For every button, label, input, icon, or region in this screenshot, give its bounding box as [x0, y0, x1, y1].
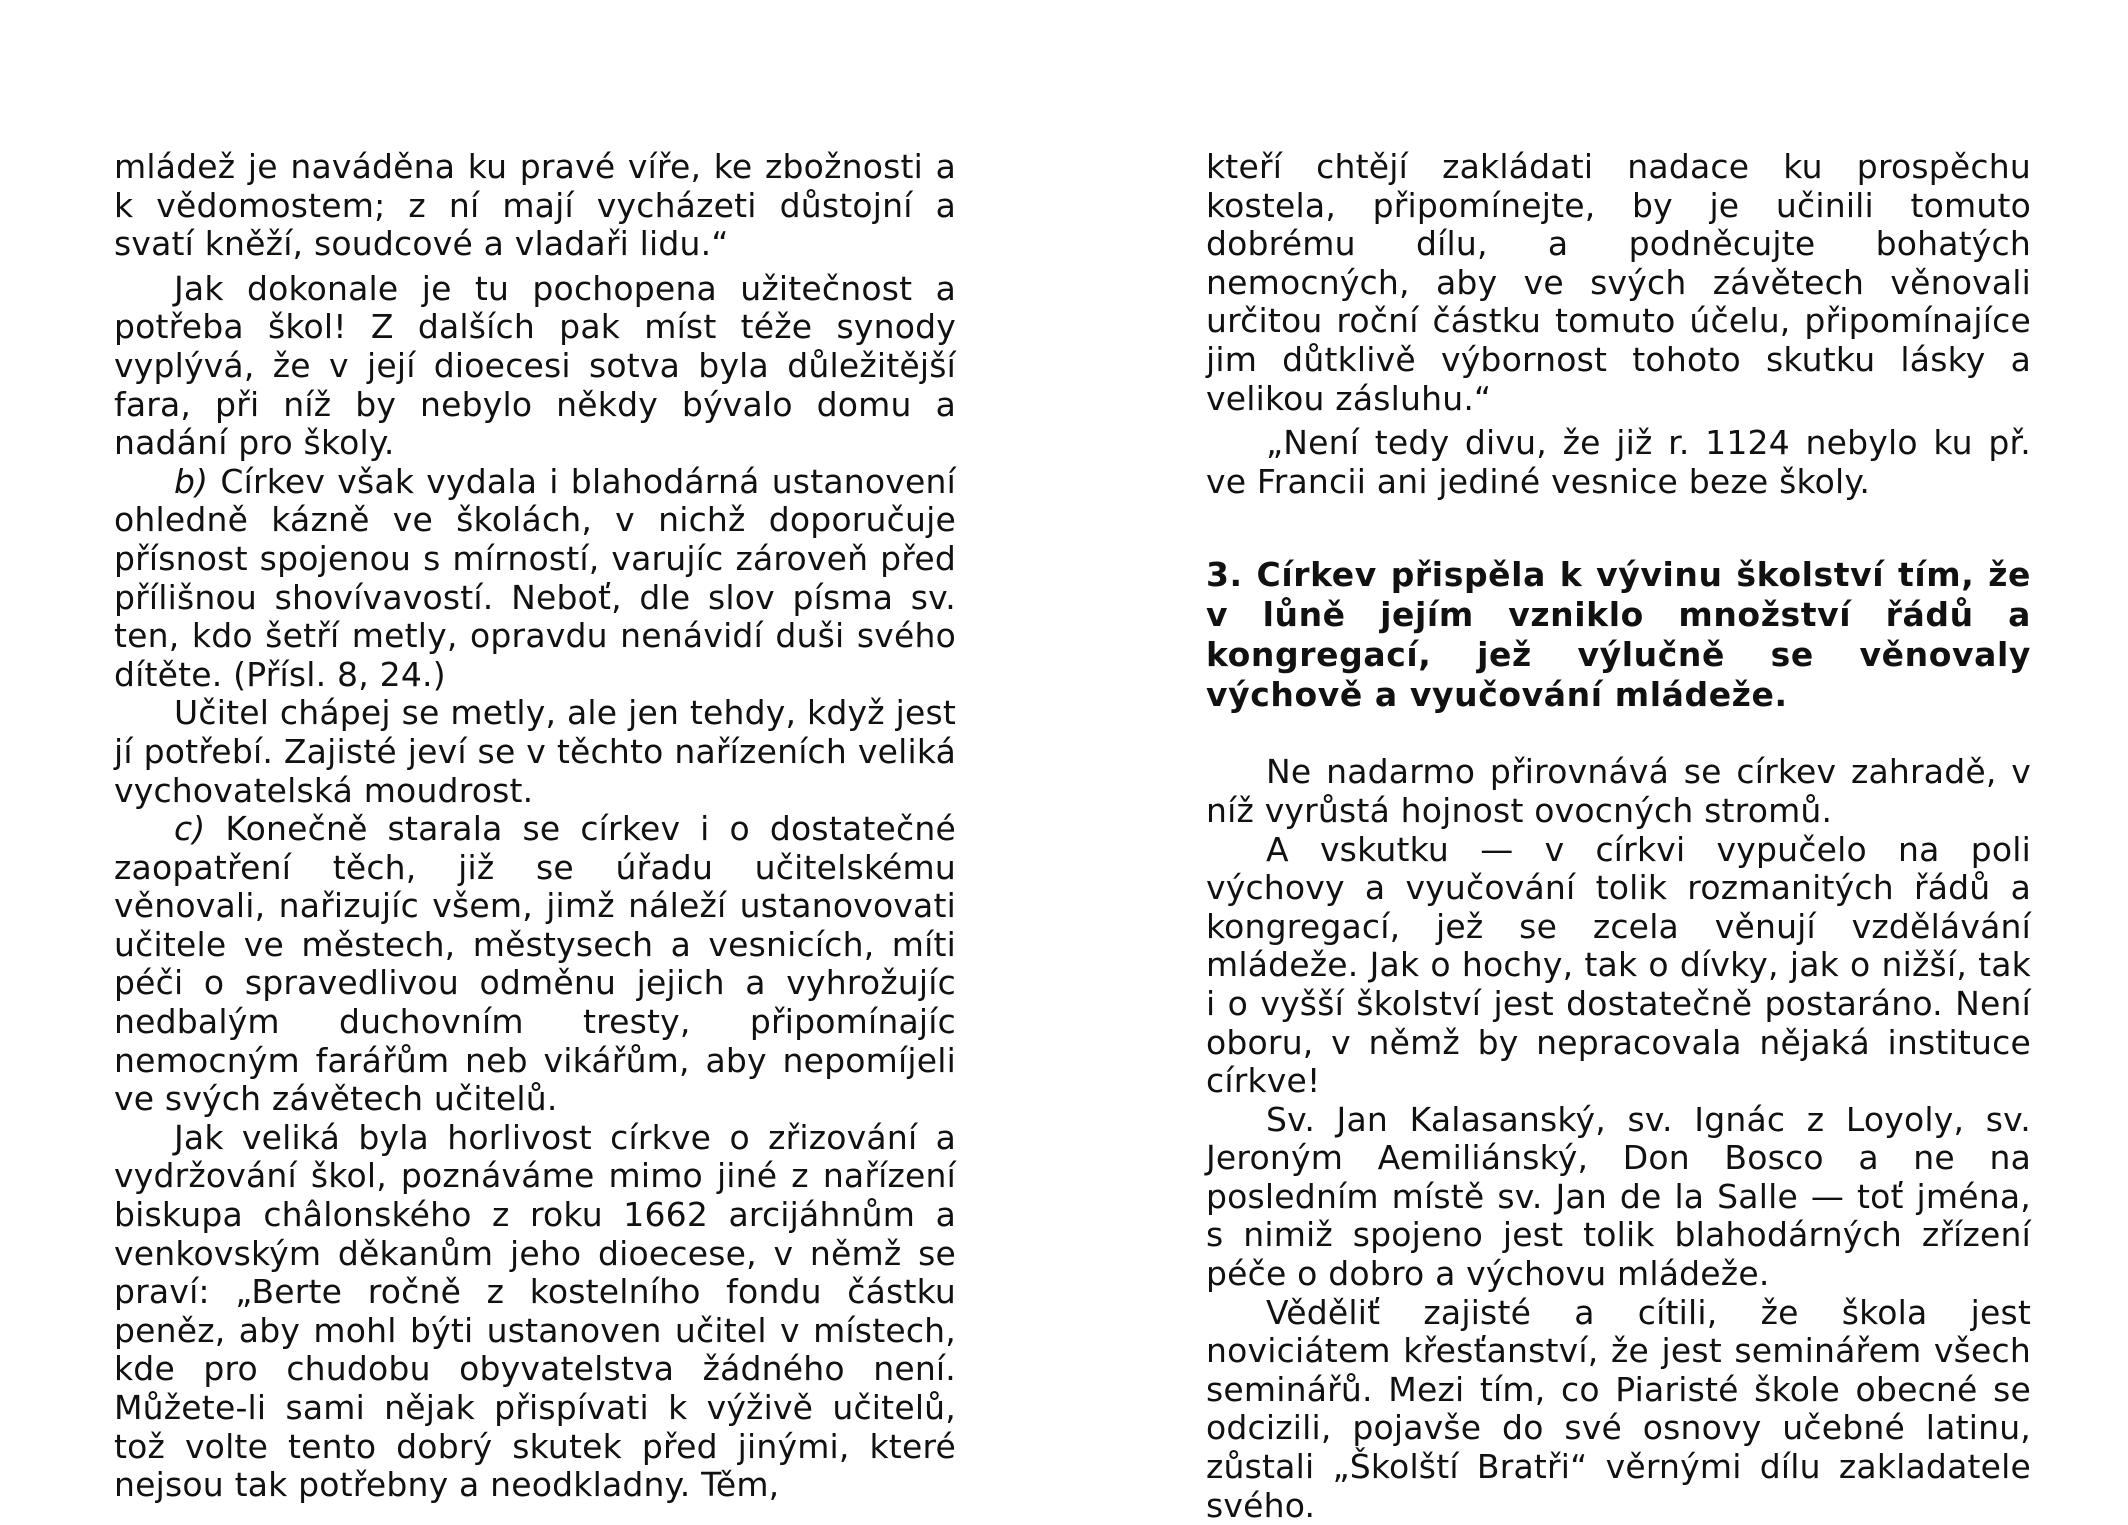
- left-paragraph-3: [114, 463, 956, 695]
- right-paragraph-6: Věděliť zajisté a cítili, že škola jest noviciátem křesťanství, že jest seminářem všech seminářů. Mezi tím, co Piaristé škole obecné se odcizili, pojavše do své osnovy učebné latinu, zůstali „Školští Bratři“ věrnými dílu zakladatele svého.: [1206, 1292, 2031, 1525]
- left-paragraph-6: Jak veliká byla horlivost církve o zřizování a vydržování škol, poznáváme mimo jiné z nařízení biskupa châlonského z roku 1662 arcijáhnům a venkovským děkanům jeho dioecese, v němž se praví: „Berte ročně z kostelního fondu částku peněz, aby mohl býti ustanoven učitel v místech, kde pro chudobu obyvatelstva žádného není. Můžete-li sami nějak přispívati k výživě učitelů, tož volte tento dobrý skutek před jinými, které nejsou tak potřebny a neodkladny. Těm,: [114, 1117, 956, 1505]
- section-heading: 3. Církev přispěla k vývinu školství tím, že v lůně jejím vzniklo množství řádů a kongregací, jež výlučně se věnovaly výchově a vyučování mládeže.: [1206, 555, 2031, 715]
- left-paragraph-3-text: Církev však vydala i blahodárná ustanovení ohledně kázně ve školách, v nichž doporučuje přísnost spojenou s mírností, varujíc zároveň před přílišnou shovívavostí. Neboť, dle slov písma sv. ten, kdo šetří metly, opravdu nenávidí duši svého dítěte. (Přísl. 8, 24.): [114, 461, 956, 694]
- right-paragraph-1: kteří chtějí zakládati nadace ku prospěchu kostela, připomínejte, by je učinili tomuto dobrému dílu, a podněcujte bohatých nemocných, aby ve svých závětech věnovali určitou roční částku tomuto účelu, připomínajíce jim důtklivě výbornost tohoto skutku lásky a velikou zásluhu.“: [1206, 147, 2031, 418]
- right-paragraph-4: A vskutku — v církvi vypučelo na poli výchovy a vyučování tolik rozmanitých řádů a kongregací, jež se zcela věnují vzdělávání mládeže. Jak o hochy, tak o dívky, jak o nižší, tak i o vyšší školství jest dostatečně postaráno. Není oboru, v němž by nepracovala nějaká instituce církve!: [1206, 829, 2031, 1101]
- list-marker-b: b): [174, 461, 209, 501]
- right-paragraph-2: „Není tedy divu, že již r. 1124 nebylo ku př. ve Francii ani jediné vesnice beze školy.: [1206, 423, 2031, 501]
- left-paragraph-1: mládež je naváděna ku pravé víře, ke zbožnosti a k vědomostem; z ní mají vycházeti důstojní a svatí kněží, soudcové a vladaři lidu.“: [114, 147, 956, 264]
- right-paragraph-3: Ne nadarmo přirovnává se církev zahradě, v níž vyrůstá hojnost ovocných stromů.: [1206, 752, 2031, 830]
- right-page: [1206, 148, 2031, 1525]
- left-page: [114, 148, 956, 1505]
- left-paragraph-4: Učitel chápej se metly, ale jen tehdy, když jest jí potřebí. Zajisté jeví se v těchto nařízeních veliká vychovatelská moudrost.: [114, 693, 956, 810]
- left-paragraph-5: [114, 810, 956, 1119]
- left-paragraph-5-text: Konečně starala se církev i o dostatečné zaopatření těch, již se úřadu učitelskému věnovali, nařizujíc všem, jimž náleží ustanovovati učitele ve městech, městysech a vesnicích, míti péči o spravedlivou odměnu jejich a vyhrožujíc nedbalým duchovním tresty, připomínajíc nemocným farářům neb vikářům, aby nepomíjeli ve svých závětech učitelů.: [114, 809, 956, 1119]
- right-paragraph-5: Sv. Jan Kalasanský, sv. Ignác z Loyoly, sv. Jeroným Aemiliánský, Don Bosco a ne na posledním místě sv. Jan de la Salle — toť jména, s nimiž spojeno jest tolik blahodárných zřízení péče o dobro a výchovu mládeže.: [1206, 1099, 2031, 1294]
- left-paragraph-2: Jak dokonale je tu pochopena užitečnost a potřeba škol! Z dalších pak míst téže synody vyplývá, že v její dioecesi sotva byla důležitější fara, při níž by nebylo někdy bývalo domu a nadání pro školy.: [114, 268, 956, 463]
- list-marker-c: c): [174, 809, 206, 849]
